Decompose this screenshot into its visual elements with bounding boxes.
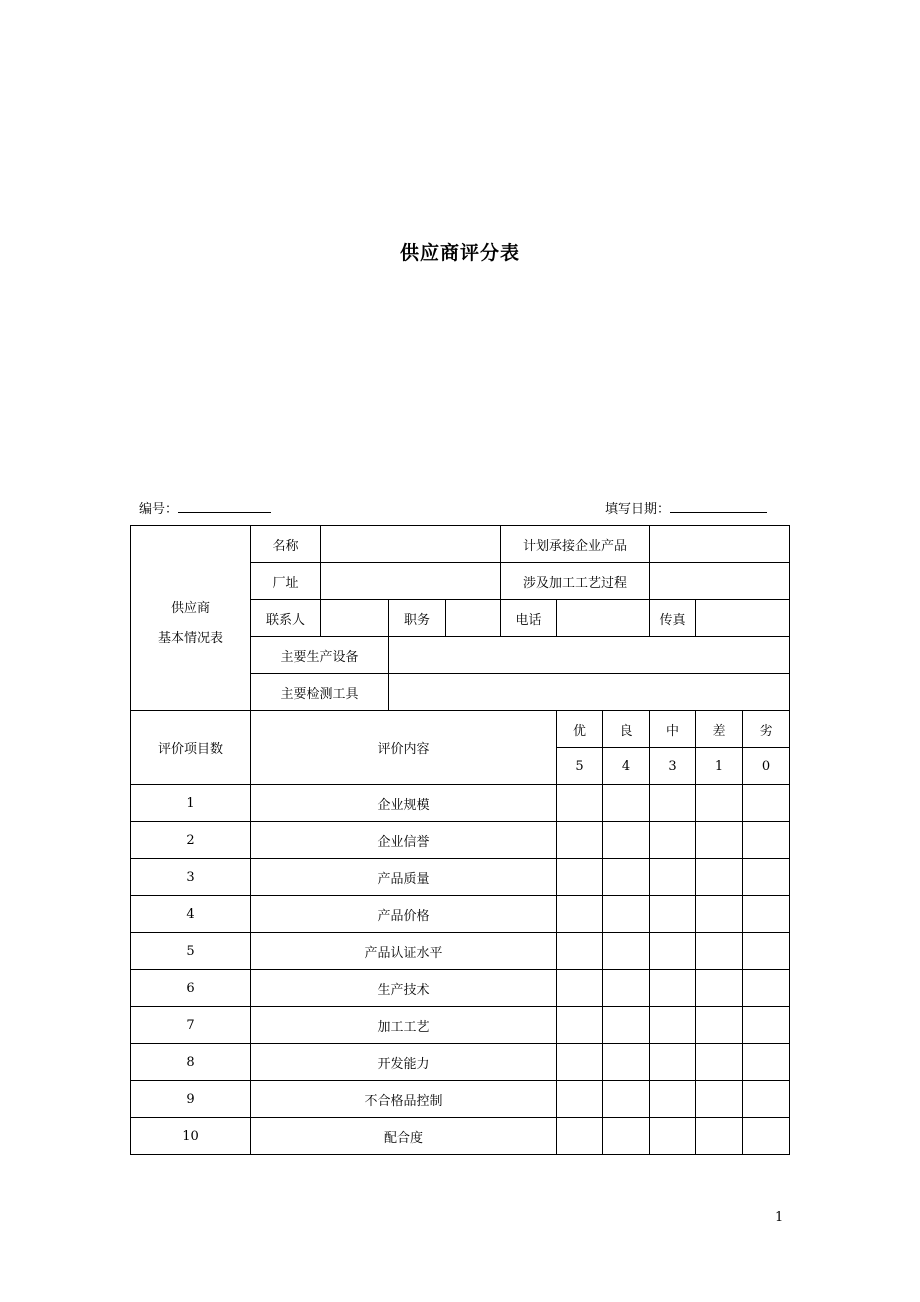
evaluation-row [131,970,790,1007]
item-number: 5 [131,933,251,970]
production-equipment-label: 主要生产设备 [251,637,389,674]
name-label: 名称 [251,526,321,563]
score-cell-poor[interactable] [696,785,743,822]
score-cell-average[interactable] [650,822,696,859]
grade-label-good: 良 [603,711,650,748]
score-cell-poor[interactable] [696,970,743,1007]
score-cell-average[interactable] [650,1081,696,1118]
item-content: 产品认证水平 [251,933,557,970]
score-cell-excellent[interactable] [557,970,603,1007]
evaluation-row [131,859,790,896]
item-content: 开发能力 [251,1044,557,1081]
page-title: 供应商评分表 [399,242,520,264]
score-cell-poor[interactable] [696,933,743,970]
contact-label: 联系人 [251,600,321,637]
score-cell-poor[interactable] [696,859,743,896]
item-number: 1 [131,785,251,822]
score-cell-poor[interactable] [696,1081,743,1118]
score-cell-bad[interactable] [743,1118,790,1155]
evaluation-row [131,822,790,859]
grade-label-bad: 劣 [743,711,790,748]
item-number: 4 [131,896,251,933]
grade-label-average: 中 [650,711,696,748]
planned-products-label: 计划承接企业产品 [501,526,650,563]
score-cell-good[interactable] [603,1007,650,1044]
basic-info-label-line1: 供应商 [170,600,210,616]
item-number: 8 [131,1044,251,1081]
score-cell-bad[interactable] [743,1044,790,1081]
inspection-tools-label: 主要检测工具 [251,674,389,711]
process-input-cell[interactable] [650,563,790,600]
grade-label-excellent: 优 [557,711,603,748]
fill-date-label: 填写日期： [605,502,671,517]
score-cell-bad[interactable] [743,970,790,1007]
process-label: 涉及加工工艺过程 [501,563,650,600]
score-cell-poor[interactable] [696,822,743,859]
score-cell-bad[interactable] [743,822,790,859]
basic-info-label-line2: 基本情况表 [157,630,223,646]
item-content: 企业规模 [251,785,557,822]
evaluation-row [131,1118,790,1155]
score-cell-average[interactable] [650,859,696,896]
score-cell-good[interactable] [603,1081,650,1118]
evaluation-row [131,1007,790,1044]
score-cell-average[interactable] [650,785,696,822]
item-number: 3 [131,859,251,896]
score-cell-average[interactable] [650,1044,696,1081]
score-cell-good[interactable] [603,896,650,933]
item-content: 加工工艺 [251,1007,557,1044]
fill-date-blank[interactable] [670,498,767,513]
grade-label-poor: 差 [696,711,743,748]
score-cell-good[interactable] [603,859,650,896]
grade-score-poor: 1 [696,748,743,785]
item-content: 不合格品控制 [251,1081,557,1118]
grade-score-average: 3 [650,748,696,785]
score-cell-average[interactable] [650,933,696,970]
serial-number-blank[interactable] [178,498,271,513]
fill-date-field [605,498,767,517]
score-cell-good[interactable] [603,933,650,970]
fax-input-cell[interactable] [696,600,790,637]
score-cell-excellent[interactable] [557,1007,603,1044]
evaluation-row [131,933,790,970]
score-cell-excellent[interactable] [557,1081,603,1118]
score-cell-poor[interactable] [696,1044,743,1081]
grade-score-excellent: 5 [557,748,603,785]
grade-score-good: 4 [603,748,650,785]
score-cell-excellent[interactable] [557,859,603,896]
serial-number-label: 编号： [139,502,179,517]
score-cell-bad[interactable] [743,896,790,933]
score-cell-excellent[interactable] [557,896,603,933]
score-cell-excellent[interactable] [557,822,603,859]
name-input-cell[interactable] [321,526,501,563]
score-cell-good[interactable] [603,1044,650,1081]
phone-label: 电话 [501,600,557,637]
planned-products-input-cell[interactable] [650,526,790,563]
inspection-tools-input-cell[interactable] [389,674,790,711]
score-cell-excellent[interactable] [557,933,603,970]
score-cell-bad[interactable] [743,1007,790,1044]
score-cell-poor[interactable] [696,896,743,933]
phone-input-cell[interactable] [557,600,650,637]
score-cell-excellent[interactable] [557,785,603,822]
content-header: 评价内容 [251,711,557,785]
score-cell-good[interactable] [603,822,650,859]
score-cell-good[interactable] [603,970,650,1007]
fax-label: 传真 [650,600,696,637]
score-cell-bad[interactable] [743,859,790,896]
evaluation-row [131,1081,790,1118]
score-cell-poor[interactable] [696,1118,743,1155]
item-number: 10 [131,1118,251,1155]
score-cell-good[interactable] [603,1118,650,1155]
score-cell-average[interactable] [650,1007,696,1044]
page-number: 1 [775,1210,784,1225]
item-number: 6 [131,970,251,1007]
item-number: 2 [131,822,251,859]
basic-info-row-name [131,526,790,563]
supplier-score-table [130,525,790,1155]
address-input-cell[interactable] [321,563,501,600]
item-number: 7 [131,1007,251,1044]
production-equipment-input-cell[interactable] [389,637,790,674]
item-content: 配合度 [251,1118,557,1155]
score-cell-average[interactable] [650,1118,696,1155]
evaluation-row [131,896,790,933]
contact-input-cell[interactable] [321,600,389,637]
grade-score-bad: 0 [743,748,790,785]
score-cell-bad[interactable] [743,933,790,970]
evaluation-row [131,785,790,822]
score-cell-bad[interactable] [743,785,790,822]
evaluation-row [131,1044,790,1081]
item-content: 产品价格 [251,896,557,933]
score-cell-average[interactable] [650,970,696,1007]
score-cell-good[interactable] [603,785,650,822]
evaluation-header-row [131,711,790,748]
score-cell-excellent[interactable] [557,1118,603,1155]
position-label: 职务 [389,600,446,637]
serial-number-field [139,498,271,517]
item-count-header: 评价项目数 [131,711,251,785]
position-input-cell[interactable] [446,600,501,637]
score-cell-average[interactable] [650,896,696,933]
item-content: 企业信誉 [251,822,557,859]
item-content: 生产技术 [251,970,557,1007]
item-content: 产品质量 [251,859,557,896]
item-number: 9 [131,1081,251,1118]
basic-info-section-label [131,526,251,711]
address-label: 厂址 [251,563,321,600]
score-cell-poor[interactable] [696,1007,743,1044]
score-cell-bad[interactable] [743,1081,790,1118]
score-cell-excellent[interactable] [557,1044,603,1081]
